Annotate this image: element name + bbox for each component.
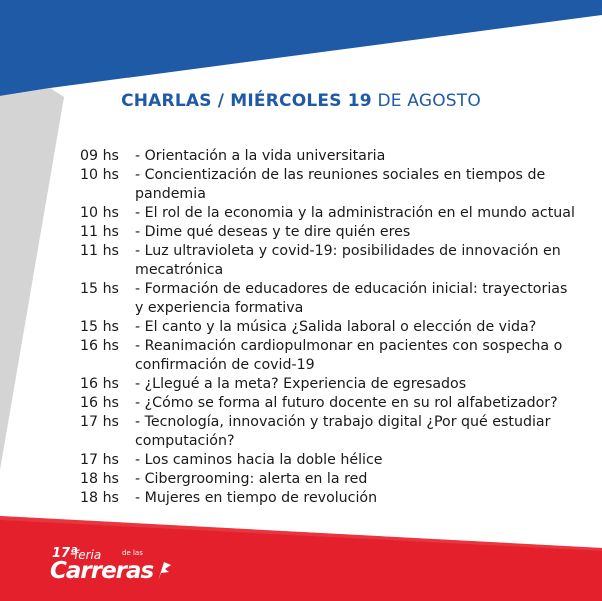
list-item bbox=[80, 242, 575, 280]
title-light: DE AGOSTO bbox=[377, 91, 481, 111]
item-text: - Dime qué deseas y te dire quién eres bbox=[135, 224, 411, 240]
item-hour: 10 hs bbox=[80, 167, 119, 183]
gray-strip-shape bbox=[0, 88, 64, 470]
item-text: - Orientación a la vida universitaria bbox=[135, 148, 386, 164]
feria-carreras-logo bbox=[44, 546, 174, 586]
title-bold: CHARLAS / MIÉRCOLES 19 bbox=[121, 91, 372, 111]
logo-flag-icon bbox=[156, 560, 172, 582]
list-item bbox=[80, 318, 575, 337]
schedule-list bbox=[80, 147, 575, 508]
item-hour: 18 hs bbox=[80, 471, 119, 487]
list-item bbox=[80, 489, 575, 508]
item-hour: 16 hs bbox=[80, 376, 119, 392]
item-text: - Los caminos hacia la doble hélice bbox=[135, 452, 383, 468]
item-hour: 16 hs bbox=[80, 395, 119, 411]
item-text: - Luz ultravioleta y covid-19: posibilidades de innovación en mecatrónica bbox=[135, 243, 561, 278]
item-text: - El rol de la economia y la administración en el mundo actual bbox=[135, 205, 575, 221]
logo-de-las-text: de las bbox=[122, 549, 143, 557]
list-item bbox=[80, 413, 575, 451]
logo-edition-number: 17ª bbox=[52, 546, 78, 561]
item-text: - Formación de educadores de educación inicial: trayectorias y experiencia formativa bbox=[135, 281, 568, 316]
list-item bbox=[80, 337, 575, 375]
item-hour: 15 hs bbox=[80, 319, 119, 335]
list-item bbox=[80, 394, 575, 413]
list-item bbox=[80, 375, 575, 394]
item-hour: 16 hs bbox=[80, 338, 119, 354]
item-text: - ¿Llegué a la meta? Experiencia de egresados bbox=[135, 376, 467, 392]
item-hour: 09 hs bbox=[80, 148, 119, 164]
item-text: - ¿Cómo se forma al futuro docente en su rol alfabetizador? bbox=[135, 395, 558, 411]
list-item bbox=[80, 223, 575, 242]
logo-carreras-text: Carreras bbox=[50, 558, 154, 584]
list-item bbox=[80, 166, 575, 204]
list-item bbox=[80, 204, 575, 223]
item-hour: 17 hs bbox=[80, 414, 119, 430]
list-item bbox=[80, 147, 575, 166]
list-item bbox=[80, 451, 575, 470]
logo-feria-text: feria bbox=[74, 548, 102, 562]
page-title bbox=[0, 91, 602, 111]
item-text: - Mujeres en tiempo de revolución bbox=[135, 490, 378, 506]
item-text: - Concientización de las reuniones sociales en tiempos de pandemia bbox=[135, 167, 546, 202]
item-text: - Tecnología, innovación y trabajo digital ¿Por qué estudiar computación? bbox=[135, 414, 551, 449]
item-hour: 15 hs bbox=[80, 281, 119, 297]
item-hour: 11 hs bbox=[80, 243, 119, 259]
item-text: - El canto y la música ¿Salida laboral o elección de vida? bbox=[135, 319, 537, 335]
list-item bbox=[80, 280, 575, 318]
item-hour: 11 hs bbox=[80, 224, 119, 240]
item-text: - Reanimación cardiopulmonar en pacientes con sospecha o confirmación de covid-19 bbox=[135, 338, 563, 373]
blue-band-shape bbox=[0, 0, 602, 96]
item-hour: 18 hs bbox=[80, 490, 119, 506]
item-hour: 17 hs bbox=[80, 452, 119, 468]
item-text: - Cibergrooming: alerta en la red bbox=[135, 471, 368, 487]
list-item bbox=[80, 470, 575, 489]
item-hour: 10 hs bbox=[80, 205, 119, 221]
